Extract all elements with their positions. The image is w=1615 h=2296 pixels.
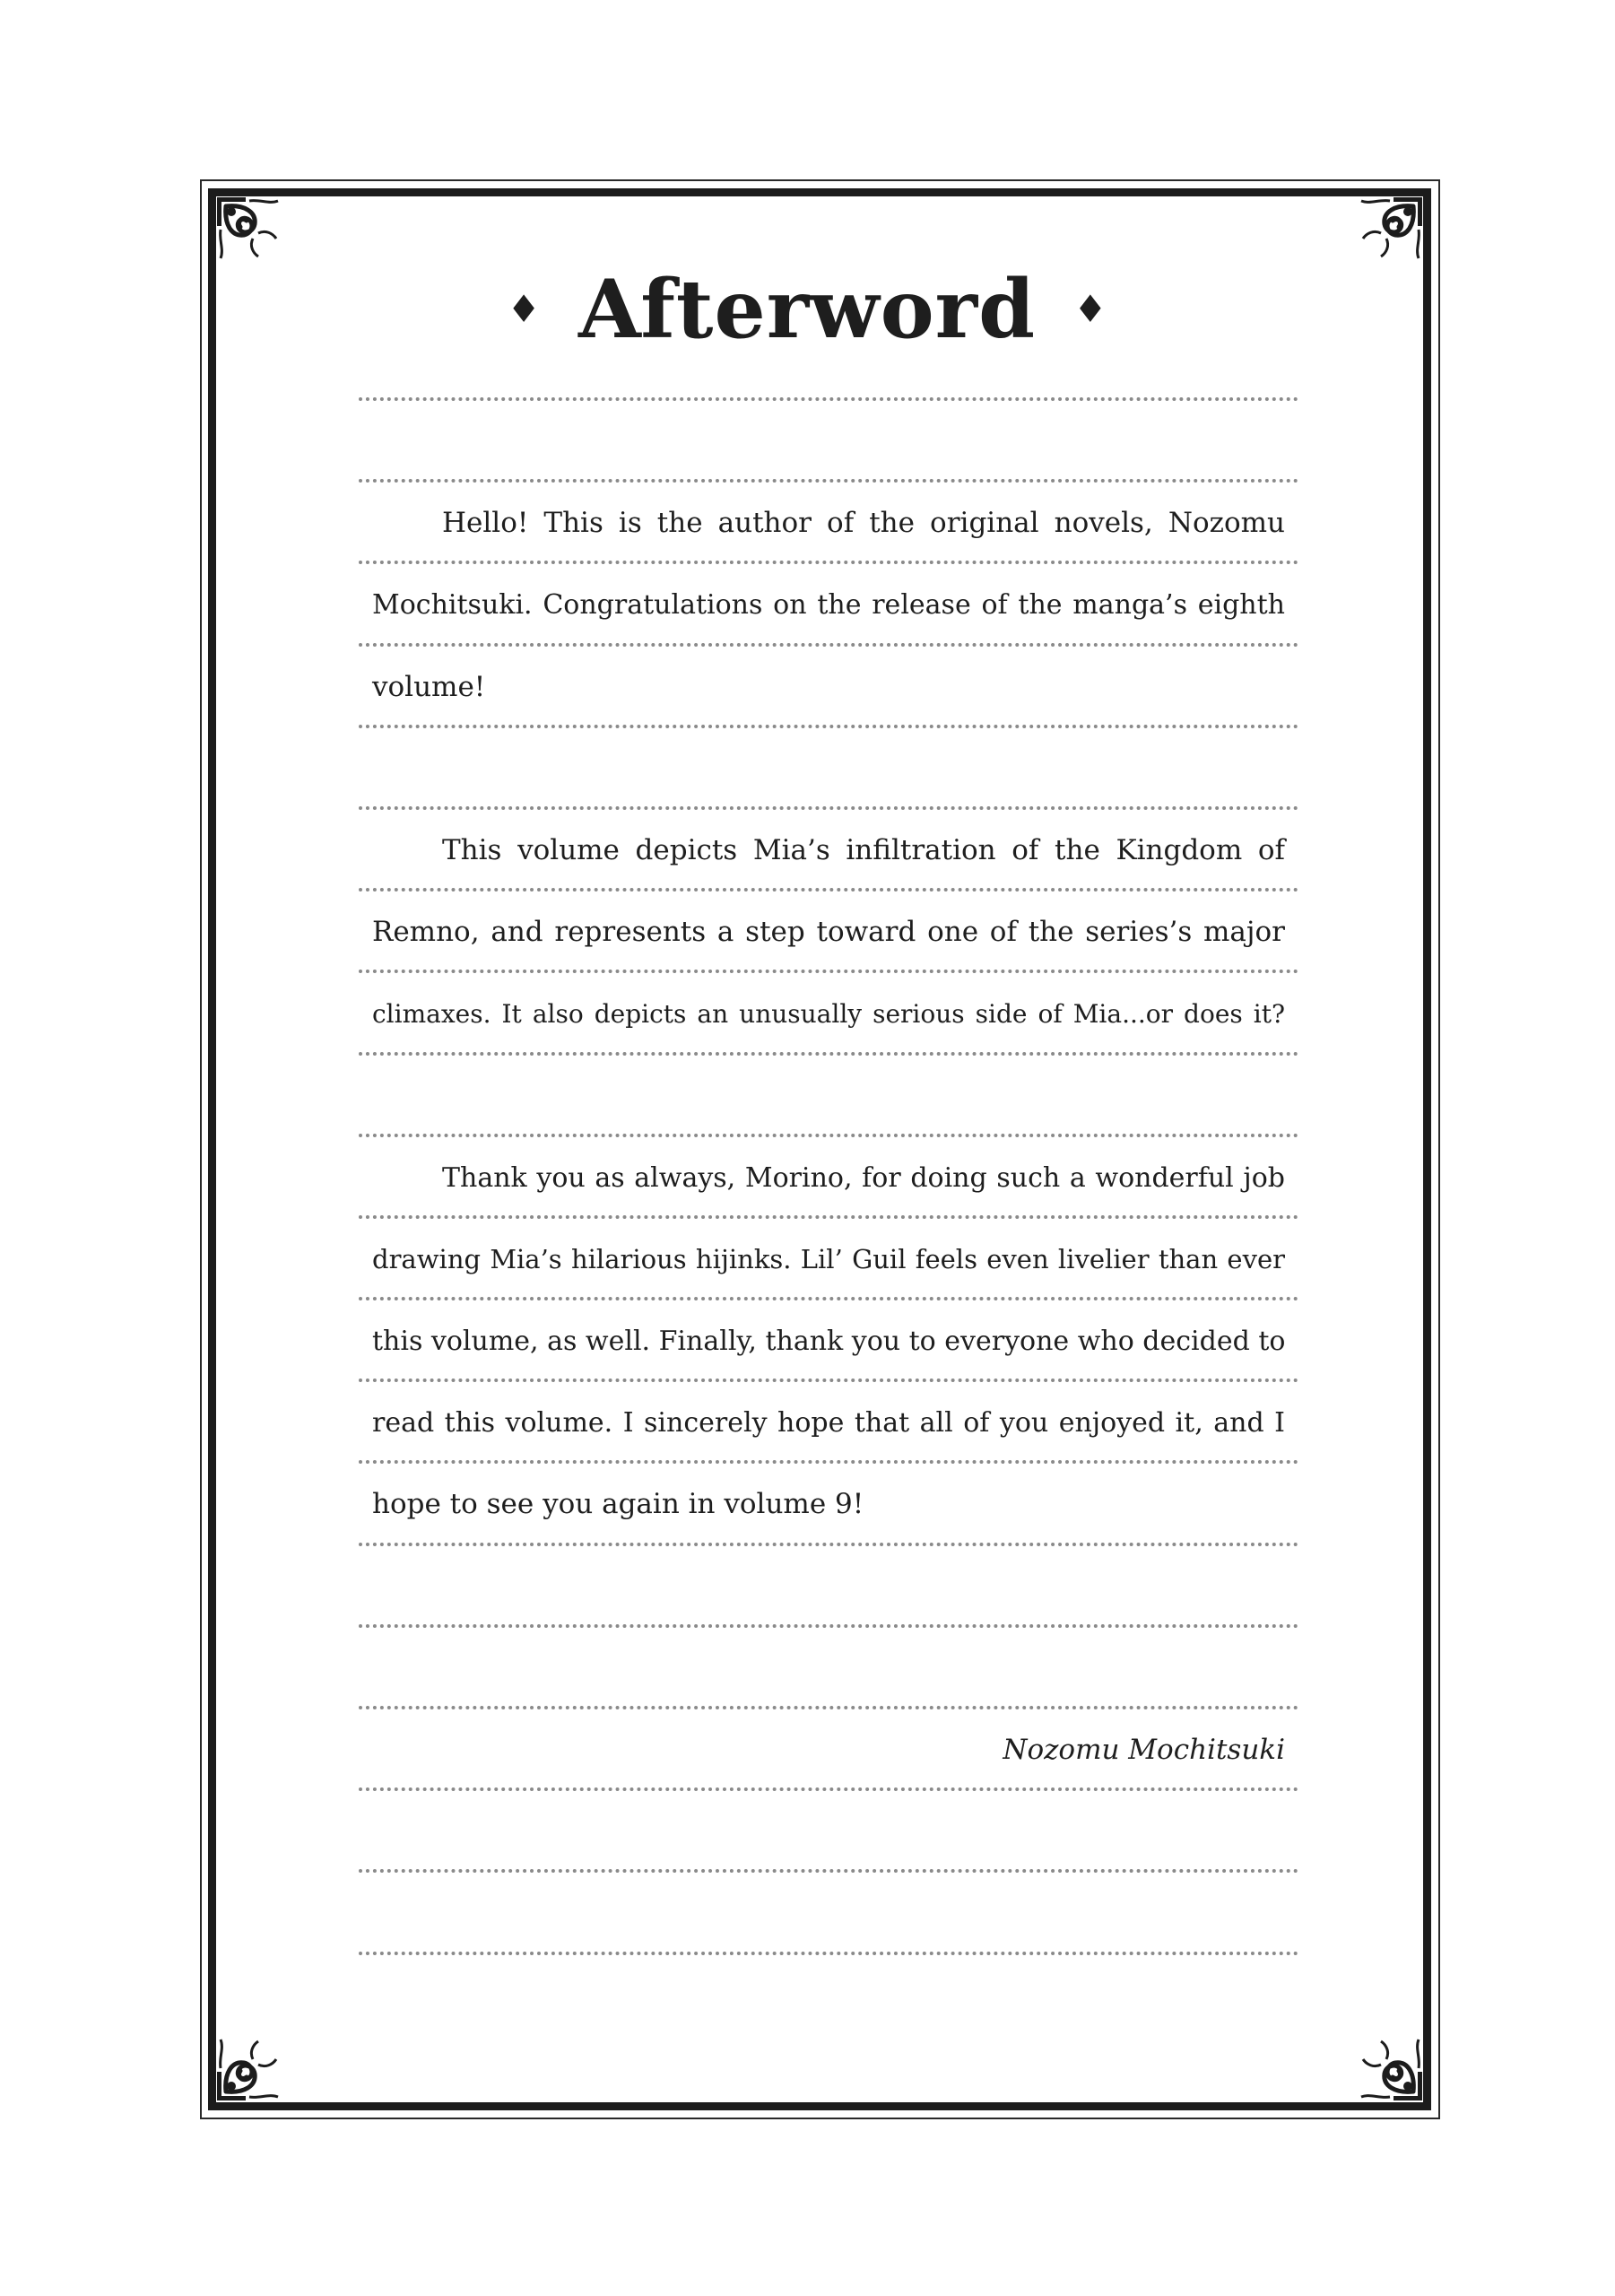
ruled-line xyxy=(359,1460,1298,1542)
heading xyxy=(359,256,1255,363)
ruled-line xyxy=(359,1543,1298,1624)
author-signature: Nozomu Mochitsuki xyxy=(1003,1734,1285,1766)
corner-ornament-top-left-icon xyxy=(213,194,296,276)
paragraph-3-line-3: this volume, as well. Finally, thank you to everyone who decided to xyxy=(372,1326,1286,1358)
ruled-line xyxy=(359,1215,1298,1297)
ruled-line xyxy=(359,397,1298,479)
diamond-left-icon: ♦ xyxy=(507,287,541,331)
paragraph-2-line-1: This volume depicts Mia’s infiltration of the Kingdom of xyxy=(442,833,1285,866)
corner-ornament-bottom-right-icon xyxy=(1343,2022,1426,2104)
ruled-line xyxy=(359,1378,1298,1460)
ruled-line xyxy=(359,888,1298,970)
corner-ornament-top-right-icon xyxy=(1343,194,1426,276)
ruled-line xyxy=(359,479,1298,561)
ruled-line xyxy=(359,1624,1298,1706)
paragraph-3-line-4: read this volume. I sincerely hope that all of you enjoyed it, and I xyxy=(372,1407,1285,1439)
ruled-line xyxy=(359,806,1298,888)
paragraph-2-line-3: climaxes. It also depicts an unusually serious side of Mia...or does it? xyxy=(372,999,1285,1030)
corner-ornament-bottom-left-icon xyxy=(213,2022,296,2104)
ruled-line xyxy=(359,725,1298,806)
ruled-line xyxy=(359,1706,1298,1787)
ruled-line xyxy=(359,970,1298,1051)
paragraph-3-line-1: Thank you as always, Morino, for doing such a wonderful job xyxy=(442,1161,1285,1194)
ruled-line xyxy=(359,1134,1298,1215)
ruled-line xyxy=(359,1297,1298,1378)
ruled-text-area xyxy=(359,397,1298,1955)
ruled-line xyxy=(359,1787,1298,1869)
paragraph-1-line-3: volume! xyxy=(372,670,486,703)
ruled-line xyxy=(359,643,1298,725)
ruled-line xyxy=(359,1869,1298,1951)
paragraph-3-line-2: drawing Mia’s hilarious hijinks. Lil’ Guil feels even livelier than ever xyxy=(372,1243,1285,1274)
diamond-right-icon: ♦ xyxy=(1073,287,1107,331)
paragraph-3-line-5: hope to see you again in volume 9! xyxy=(372,1488,864,1521)
paragraph-1-line-1: Hello! This is the author of the original novels, Nozomu xyxy=(442,507,1285,540)
paragraph-2-line-2: Remno, and represents a step toward one of the series’s major xyxy=(372,916,1285,949)
page-title: Afterword xyxy=(577,262,1037,357)
ruled-line xyxy=(359,1052,1298,1134)
ruled-line xyxy=(359,561,1298,642)
ruled-line xyxy=(359,1952,1298,1955)
paragraph-1-line-2: Mochitsuki. Congratulations on the release of the manga’s eighth xyxy=(372,589,1285,622)
